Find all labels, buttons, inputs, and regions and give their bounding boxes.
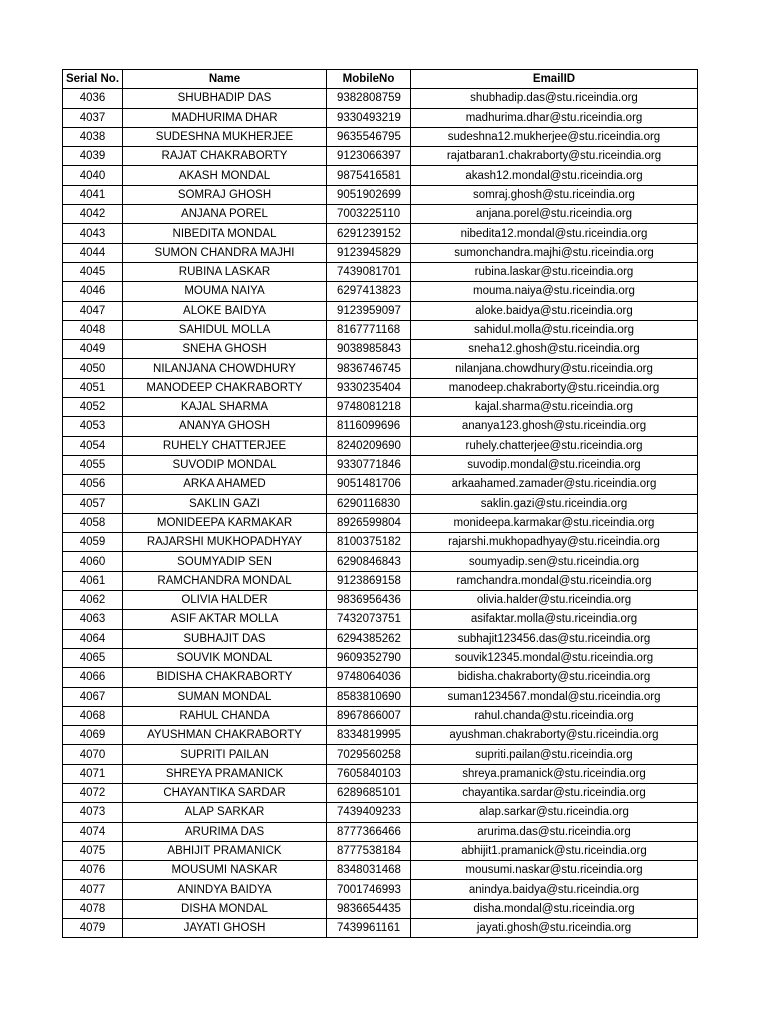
- serial-no-cell: 4037: [63, 108, 123, 127]
- email-id-cell: somraj.ghosh@stu.riceindia.org: [411, 185, 698, 204]
- email-id-cell: jayati.ghosh@stu.riceindia.org: [411, 919, 698, 938]
- serial-no-cell: 4044: [63, 243, 123, 262]
- table-row: [63, 108, 698, 127]
- name-cell: SHUBHADIP DAS: [123, 89, 327, 108]
- table-row: [63, 455, 698, 474]
- mobile-no-cell: 6297413823: [327, 282, 411, 301]
- email-id-cell: anindya.baidya@stu.riceindia.org: [411, 880, 698, 899]
- name-cell: MOUSUMI NASKAR: [123, 861, 327, 880]
- table-row: [63, 552, 698, 571]
- email-id-cell: akash12.mondal@stu.riceindia.org: [411, 166, 698, 185]
- table-row: [63, 494, 698, 513]
- mobile-no-cell: 9123959097: [327, 301, 411, 320]
- table-row: [63, 822, 698, 841]
- mobile-no-cell: 9836956436: [327, 591, 411, 610]
- name-cell: ABHIJIT PRAMANICK: [123, 841, 327, 860]
- table-row: [63, 301, 698, 320]
- mobile-no-cell: 9051481706: [327, 475, 411, 494]
- table-row: [63, 89, 698, 108]
- name-cell: ANANYA GHOSH: [123, 417, 327, 436]
- table-row: [63, 880, 698, 899]
- serial-no-cell: 4072: [63, 783, 123, 802]
- table-row: [63, 668, 698, 687]
- name-cell: BIDISHA CHAKRABORTY: [123, 668, 327, 687]
- table-row: [63, 745, 698, 764]
- table-row: [63, 436, 698, 455]
- serial-no-cell: 4048: [63, 320, 123, 339]
- email-id-cell: sudeshna12.mukherjee@stu.riceindia.org: [411, 127, 698, 146]
- serial-no-cell: 4040: [63, 166, 123, 185]
- column-header-mobile-no: MobileNo: [327, 70, 411, 89]
- email-id-cell: supriti.pailan@stu.riceindia.org: [411, 745, 698, 764]
- column-header-serial-no: Serial No.: [63, 70, 123, 89]
- mobile-no-cell: 8583810690: [327, 687, 411, 706]
- mobile-no-cell: 9875416581: [327, 166, 411, 185]
- email-id-cell: rubina.laskar@stu.riceindia.org: [411, 262, 698, 281]
- mobile-no-cell: 9635546795: [327, 127, 411, 146]
- name-cell: ASIF AKTAR MOLLA: [123, 610, 327, 629]
- serial-no-cell: 4069: [63, 726, 123, 745]
- email-id-cell: chayantika.sardar@stu.riceindia.org: [411, 783, 698, 802]
- table-row: [63, 533, 698, 552]
- email-id-cell: shubhadip.das@stu.riceindia.org: [411, 89, 698, 108]
- serial-no-cell: 4053: [63, 417, 123, 436]
- serial-no-cell: 4071: [63, 764, 123, 783]
- mobile-no-cell: 9123945829: [327, 243, 411, 262]
- email-id-cell: sumonchandra.majhi@stu.riceindia.org: [411, 243, 698, 262]
- mobile-no-cell: 9123066397: [327, 147, 411, 166]
- mobile-no-cell: 6291239152: [327, 224, 411, 243]
- name-cell: RAHUL CHANDA: [123, 706, 327, 725]
- serial-no-cell: 4075: [63, 841, 123, 860]
- mobile-no-cell: 8967866007: [327, 706, 411, 725]
- email-id-cell: rajarshi.mukhopadhyay@stu.riceindia.org: [411, 533, 698, 552]
- serial-no-cell: 4056: [63, 475, 123, 494]
- serial-no-cell: 4063: [63, 610, 123, 629]
- table-row: [63, 803, 698, 822]
- mobile-no-cell: 7003225110: [327, 205, 411, 224]
- email-id-cell: asifaktar.molla@stu.riceindia.org: [411, 610, 698, 629]
- name-cell: SAKLIN GAZI: [123, 494, 327, 513]
- mobile-no-cell: 8777366466: [327, 822, 411, 841]
- name-cell: MANODEEP CHAKRABORTY: [123, 378, 327, 397]
- email-id-cell: aloke.baidya@stu.riceindia.org: [411, 301, 698, 320]
- email-id-cell: mouma.naiya@stu.riceindia.org: [411, 282, 698, 301]
- serial-no-cell: 4054: [63, 436, 123, 455]
- name-cell: ALAP SARKAR: [123, 803, 327, 822]
- table-row: [63, 726, 698, 745]
- name-cell: OLIVIA HALDER: [123, 591, 327, 610]
- name-cell: SUDESHNA MUKHERJEE: [123, 127, 327, 146]
- table-row: [63, 861, 698, 880]
- name-cell: SNEHA GHOSH: [123, 340, 327, 359]
- table-row: [63, 899, 698, 918]
- name-cell: MOUMA NAIYA: [123, 282, 327, 301]
- table-row: [63, 764, 698, 783]
- mobile-no-cell: 9609352790: [327, 648, 411, 667]
- name-cell: ANJANA POREL: [123, 205, 327, 224]
- table-row: [63, 243, 698, 262]
- mobile-no-cell: 9051902699: [327, 185, 411, 204]
- email-id-cell: monideepa.karmakar@stu.riceindia.org: [411, 513, 698, 532]
- serial-no-cell: 4036: [63, 89, 123, 108]
- table-row: [63, 147, 698, 166]
- table-row: [63, 166, 698, 185]
- serial-no-cell: 4059: [63, 533, 123, 552]
- table-row: [63, 629, 698, 648]
- serial-no-cell: 4058: [63, 513, 123, 532]
- document-page: [62, 69, 697, 938]
- mobile-no-cell: 8777538184: [327, 841, 411, 860]
- mobile-no-cell: 9330771846: [327, 455, 411, 474]
- serial-no-cell: 4043: [63, 224, 123, 243]
- column-header-name: Name: [123, 70, 327, 89]
- table-row: [63, 610, 698, 629]
- mobile-no-cell: 8100375182: [327, 533, 411, 552]
- mobile-no-cell: 9382808759: [327, 89, 411, 108]
- mobile-no-cell: 9330493219: [327, 108, 411, 127]
- table-row: [63, 185, 698, 204]
- table-row: [63, 262, 698, 281]
- serial-no-cell: 4068: [63, 706, 123, 725]
- serial-no-cell: 4055: [63, 455, 123, 474]
- email-id-cell: suman1234567.mondal@stu.riceindia.org: [411, 687, 698, 706]
- serial-no-cell: 4047: [63, 301, 123, 320]
- name-cell: SOUVIK MONDAL: [123, 648, 327, 667]
- name-cell: SOUMYADIP SEN: [123, 552, 327, 571]
- name-cell: AKASH MONDAL: [123, 166, 327, 185]
- table-row: [63, 205, 698, 224]
- table-row: [63, 571, 698, 590]
- mobile-no-cell: 7439409233: [327, 803, 411, 822]
- email-id-cell: soumyadip.sen@stu.riceindia.org: [411, 552, 698, 571]
- name-cell: DISHA MONDAL: [123, 899, 327, 918]
- table-row: [63, 282, 698, 301]
- mobile-no-cell: 6289685101: [327, 783, 411, 802]
- email-id-cell: ananya123.ghosh@stu.riceindia.org: [411, 417, 698, 436]
- name-cell: NIBEDITA MONDAL: [123, 224, 327, 243]
- serial-no-cell: 4045: [63, 262, 123, 281]
- email-id-cell: alap.sarkar@stu.riceindia.org: [411, 803, 698, 822]
- table-row: [63, 687, 698, 706]
- table-row: [63, 127, 698, 146]
- mobile-no-cell: 6290116830: [327, 494, 411, 513]
- table-row: [63, 398, 698, 417]
- email-id-cell: suvodip.mondal@stu.riceindia.org: [411, 455, 698, 474]
- mobile-no-cell: 7001746993: [327, 880, 411, 899]
- email-id-cell: mousumi.naskar@stu.riceindia.org: [411, 861, 698, 880]
- email-id-cell: ruhely.chatterjee@stu.riceindia.org: [411, 436, 698, 455]
- email-id-cell: saklin.gazi@stu.riceindia.org: [411, 494, 698, 513]
- mobile-no-cell: 9330235404: [327, 378, 411, 397]
- name-cell: RAJARSHI MUKHOPADHYAY: [123, 533, 327, 552]
- serial-no-cell: 4052: [63, 398, 123, 417]
- email-id-cell: rahul.chanda@stu.riceindia.org: [411, 706, 698, 725]
- email-id-cell: madhurima.dhar@stu.riceindia.org: [411, 108, 698, 127]
- table-row: [63, 513, 698, 532]
- name-cell: MONIDEEPA KARMAKAR: [123, 513, 327, 532]
- mobile-no-cell: 6290846843: [327, 552, 411, 571]
- serial-no-cell: 4061: [63, 571, 123, 590]
- email-id-cell: disha.mondal@stu.riceindia.org: [411, 899, 698, 918]
- table-row: [63, 591, 698, 610]
- name-cell: SHREYA PRAMANICK: [123, 764, 327, 783]
- name-cell: SUVODIP MONDAL: [123, 455, 327, 474]
- mobile-no-cell: 8334819995: [327, 726, 411, 745]
- mobile-no-cell: 7439961161: [327, 919, 411, 938]
- serial-no-cell: 4042: [63, 205, 123, 224]
- serial-no-cell: 4038: [63, 127, 123, 146]
- table-row: [63, 706, 698, 725]
- name-cell: ARURIMA DAS: [123, 822, 327, 841]
- name-cell: ARKA AHAMED: [123, 475, 327, 494]
- mobile-no-cell: 7029560258: [327, 745, 411, 764]
- student-contact-table: [62, 69, 698, 938]
- serial-no-cell: 4077: [63, 880, 123, 899]
- table-row: [63, 783, 698, 802]
- serial-no-cell: 4060: [63, 552, 123, 571]
- header-row: [63, 70, 698, 89]
- email-id-cell: anjana.porel@stu.riceindia.org: [411, 205, 698, 224]
- email-id-cell: manodeep.chakraborty@stu.riceindia.org: [411, 378, 698, 397]
- column-header-email-id: EmailID: [411, 70, 698, 89]
- table-row: [63, 359, 698, 378]
- name-cell: RUHELY CHATTERJEE: [123, 436, 327, 455]
- name-cell: ALOKE BAIDYA: [123, 301, 327, 320]
- email-id-cell: shreya.pramanick@stu.riceindia.org: [411, 764, 698, 783]
- serial-no-cell: 4049: [63, 340, 123, 359]
- email-id-cell: rajatbaran1.chakraborty@stu.riceindia.org: [411, 147, 698, 166]
- serial-no-cell: 4073: [63, 803, 123, 822]
- mobile-no-cell: 7439081701: [327, 262, 411, 281]
- table-row: [63, 919, 698, 938]
- name-cell: NILANJANA CHOWDHURY: [123, 359, 327, 378]
- serial-no-cell: 4050: [63, 359, 123, 378]
- serial-no-cell: 4062: [63, 591, 123, 610]
- email-id-cell: olivia.halder@stu.riceindia.org: [411, 591, 698, 610]
- mobile-no-cell: 9038985843: [327, 340, 411, 359]
- table-row: [63, 320, 698, 339]
- email-id-cell: bidisha.chakraborty@stu.riceindia.org: [411, 668, 698, 687]
- table-row: [63, 378, 698, 397]
- serial-no-cell: 4041: [63, 185, 123, 204]
- name-cell: MADHURIMA DHAR: [123, 108, 327, 127]
- email-id-cell: abhijit1.pramanick@stu.riceindia.org: [411, 841, 698, 860]
- email-id-cell: ayushman.chakraborty@stu.riceindia.org: [411, 726, 698, 745]
- mobile-no-cell: 7432073751: [327, 610, 411, 629]
- table-row: [63, 475, 698, 494]
- mobile-no-cell: 7605840103: [327, 764, 411, 783]
- email-id-cell: souvik12345.mondal@stu.riceindia.org: [411, 648, 698, 667]
- table-row: [63, 340, 698, 359]
- table-row: [63, 841, 698, 860]
- serial-no-cell: 4051: [63, 378, 123, 397]
- email-id-cell: nibedita12.mondal@stu.riceindia.org: [411, 224, 698, 243]
- table-row: [63, 224, 698, 243]
- email-id-cell: kajal.sharma@stu.riceindia.org: [411, 398, 698, 417]
- serial-no-cell: 4064: [63, 629, 123, 648]
- name-cell: RUBINA LASKAR: [123, 262, 327, 281]
- name-cell: AYUSHMAN CHAKRABORTY: [123, 726, 327, 745]
- name-cell: SAHIDUL MOLLA: [123, 320, 327, 339]
- name-cell: RAJAT CHAKRABORTY: [123, 147, 327, 166]
- mobile-no-cell: 9123869158: [327, 571, 411, 590]
- table-body: [63, 89, 698, 938]
- name-cell: CHAYANTIKA SARDAR: [123, 783, 327, 802]
- email-id-cell: arurima.das@stu.riceindia.org: [411, 822, 698, 841]
- table-row: [63, 648, 698, 667]
- name-cell: SUBHAJIT DAS: [123, 629, 327, 648]
- serial-no-cell: 4039: [63, 147, 123, 166]
- mobile-no-cell: 8926599804: [327, 513, 411, 532]
- mobile-no-cell: 9836654435: [327, 899, 411, 918]
- table-header: [63, 70, 698, 89]
- serial-no-cell: 4067: [63, 687, 123, 706]
- email-id-cell: arkaahamed.zamader@stu.riceindia.org: [411, 475, 698, 494]
- table-row: [63, 417, 698, 436]
- serial-no-cell: 4078: [63, 899, 123, 918]
- mobile-no-cell: 6294385262: [327, 629, 411, 648]
- mobile-no-cell: 8167771168: [327, 320, 411, 339]
- serial-no-cell: 4070: [63, 745, 123, 764]
- mobile-no-cell: 9748064036: [327, 668, 411, 687]
- serial-no-cell: 4074: [63, 822, 123, 841]
- email-id-cell: sahidul.molla@stu.riceindia.org: [411, 320, 698, 339]
- serial-no-cell: 4046: [63, 282, 123, 301]
- email-id-cell: sneha12.ghosh@stu.riceindia.org: [411, 340, 698, 359]
- mobile-no-cell: 8240209690: [327, 436, 411, 455]
- email-id-cell: nilanjana.chowdhury@stu.riceindia.org: [411, 359, 698, 378]
- serial-no-cell: 4079: [63, 919, 123, 938]
- mobile-no-cell: 9748081218: [327, 398, 411, 417]
- name-cell: SOMRAJ GHOSH: [123, 185, 327, 204]
- serial-no-cell: 4066: [63, 668, 123, 687]
- name-cell: JAYATI GHOSH: [123, 919, 327, 938]
- email-id-cell: subhajit123456.das@stu.riceindia.org: [411, 629, 698, 648]
- serial-no-cell: 4057: [63, 494, 123, 513]
- mobile-no-cell: 8116099696: [327, 417, 411, 436]
- name-cell: SUMAN MONDAL: [123, 687, 327, 706]
- name-cell: ANINDYA BAIDYA: [123, 880, 327, 899]
- name-cell: KAJAL SHARMA: [123, 398, 327, 417]
- serial-no-cell: 4065: [63, 648, 123, 667]
- mobile-no-cell: 9836746745: [327, 359, 411, 378]
- name-cell: SUMON CHANDRA MAJHI: [123, 243, 327, 262]
- name-cell: RAMCHANDRA MONDAL: [123, 571, 327, 590]
- serial-no-cell: 4076: [63, 861, 123, 880]
- email-id-cell: ramchandra.mondal@stu.riceindia.org: [411, 571, 698, 590]
- mobile-no-cell: 8348031468: [327, 861, 411, 880]
- name-cell: SUPRITI PAILAN: [123, 745, 327, 764]
